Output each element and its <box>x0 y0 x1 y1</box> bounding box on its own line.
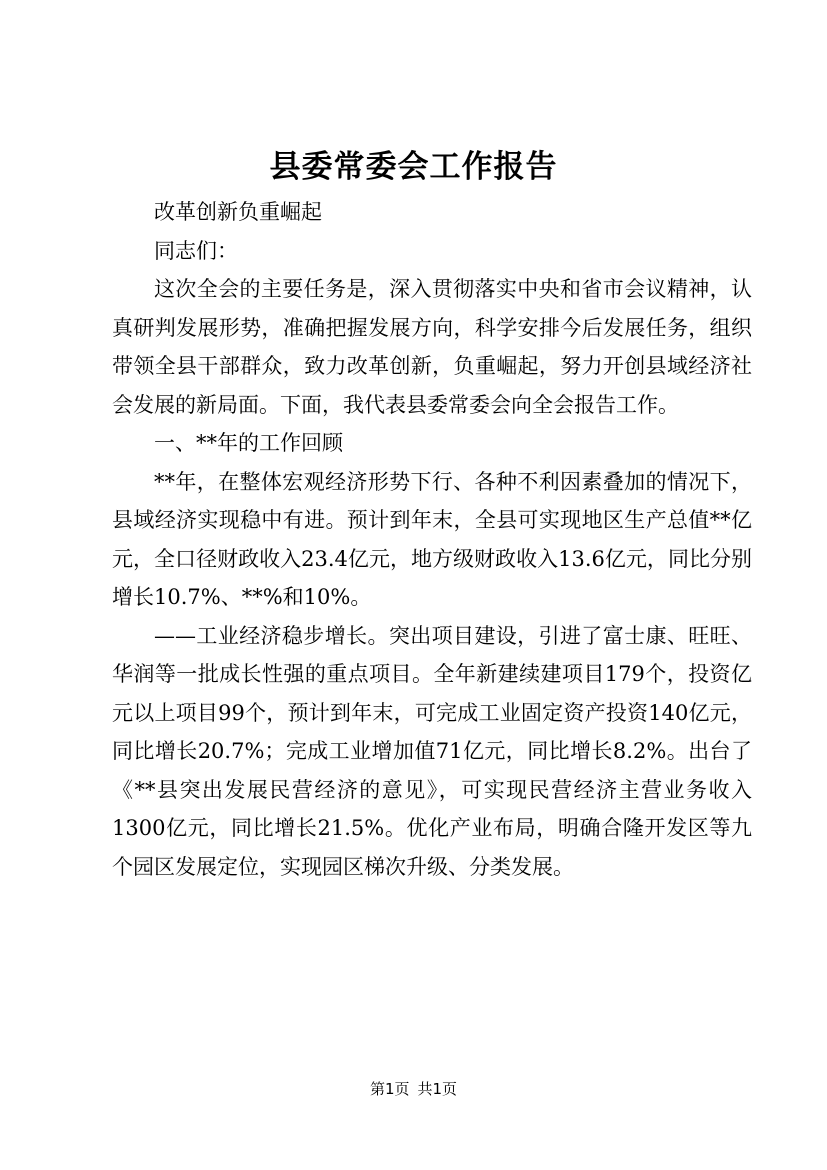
industry-paragraph: ——工业经济稳步增长。突出项目建设，引进了富士康、旺旺、华润等一批成长性强的重点项目。全年新建续建项目179个，投资亿元以上项目99个，预计到年末，可完成工业固定资产投资140亿元，同比增长20.7%；完成工业增加值71亿元，同比增长8.2%。出台了《**县突出发展民营经济的意见》，可实现民营经济主营业务收入1300亿元，同比增长21.5%。优化产业布局，明确合隆开发区等九个园区发展定位，实现园区梯次升级、分类发展。 <box>112 623 752 879</box>
document-title: 县委常委会工作报告 <box>269 149 558 185</box>
page-number: 第1页 <box>369 1080 410 1098</box>
economy-paragraph: **年，在整体宏观经济形势下行、各种不利因素叠加的情况下，县域经济实现稳中有进。预计到年末，全县可实现地区生产总值**亿元，全口径财政收入23.4亿元，地方级财政收入13.6亿元，同比分别增长10.7%、**%和10%。 <box>112 469 752 609</box>
page-footer <box>0 1079 827 1099</box>
salutation-paragraph: 同志们： <box>154 238 238 263</box>
subtitle-paragraph: 改革创新负重崛起 <box>154 200 322 224</box>
section-heading: 一、**年的工作回顾 <box>154 431 343 455</box>
page-total: 共1页 <box>417 1080 458 1098</box>
document-body <box>112 193 752 886</box>
intro-paragraph: 这次全会的主要任务是，深入贯彻落实中央和省市会议精神，认真研判发展形势，准确把握发展方向，科学安排今后发展任务，组织带领全县干部群众，致力改革创新，负重崛起，努力开创县域经济社会发展的新局面。下面，我代表县委常委会向全会报告工作。 <box>112 277 752 417</box>
